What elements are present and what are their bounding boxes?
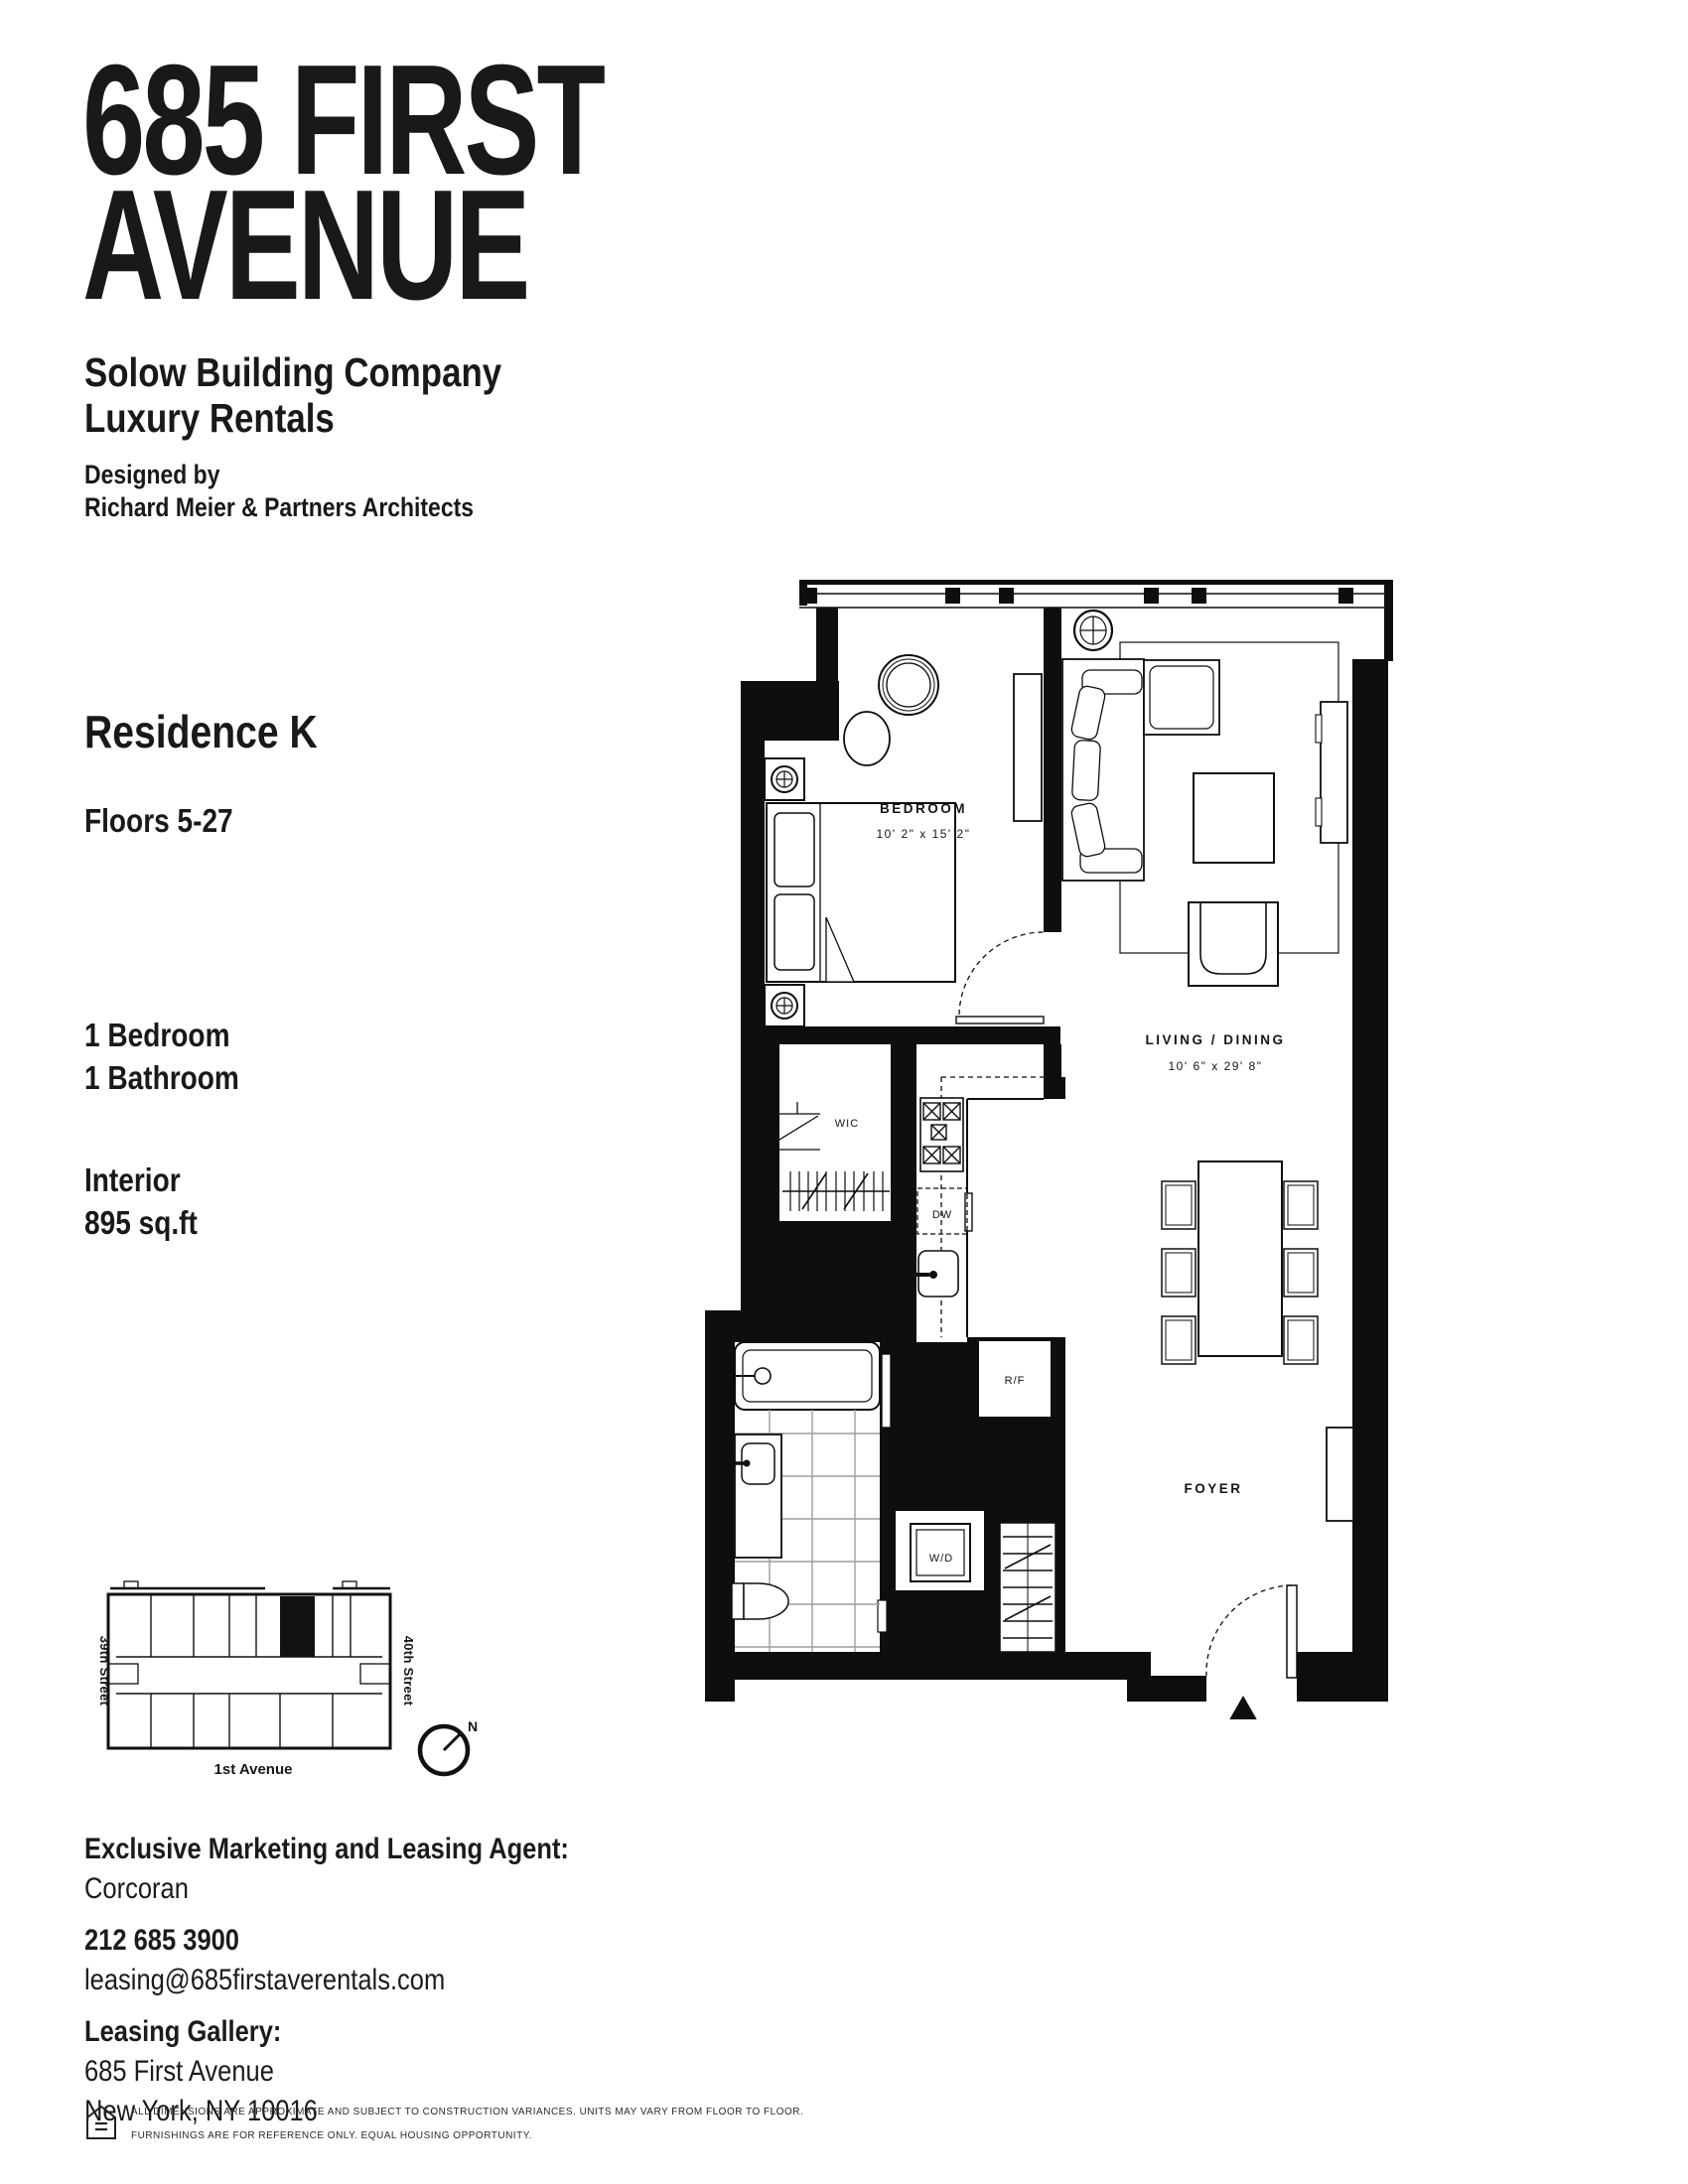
equal-housing-icon [85,2105,117,2140]
dining-table [1198,1161,1282,1356]
bedroom-dresser [1014,674,1042,821]
bedroom-count: 1 Bedroom [84,1017,230,1053]
keyplan-corridor [116,1657,382,1694]
agent-name: Corcoran [84,1871,189,1905]
kitchen-cabinet-panel [965,1193,972,1231]
gallery-address-2: New York, NY 10016 [84,2094,318,2127]
keyplan [94,1569,492,1827]
agent-label: Exclusive Marketing and Leasing Agent: [84,1833,569,1865]
subtitle-line-2: Luxury Rentals [84,395,335,442]
avenue-label: 1st Avenue [213,1761,293,1778]
phone-number: 212 685 3900 [84,1924,239,1958]
wd-label: W/D [928,1553,954,1565]
residence-floors: Floors 5-27 [84,802,233,839]
architect-name: Richard Meier & Partners Architects [84,491,474,522]
email-address: leasing@685firstaverentals.com [84,1963,446,1996]
building-subtitle [84,349,575,442]
designed-by-label: Designed by [84,460,220,489]
compass-n-label: N [468,1718,479,1734]
north-compass-icon [420,1718,478,1774]
title-line-1: 685 FIRST [82,33,604,207]
nightstand-bottom [765,985,804,1026]
nightstand-top [765,758,804,800]
residence-interior [84,1160,217,1245]
gallery-label: Leasing Gallery: [84,2015,282,2049]
living-dining-label: LIVING / DINING [1145,1032,1286,1047]
interior-label: Interior [84,1161,181,1198]
bedroom-lounge-chair [844,655,938,765]
kitchen-counter-edge [967,1099,1044,1337]
stove [920,1098,963,1171]
armchair [1189,902,1278,986]
interior-area: 895 sq.ft [84,1203,198,1241]
ceiling-fixture-icon [1074,611,1112,650]
contact-block [84,1830,654,2130]
keyplan-unit-highlight [280,1596,315,1657]
rf-label: R/F [1004,1375,1026,1387]
bathtub [735,1342,880,1410]
floorplan-drawing [685,568,1430,1719]
disclaimer-line-1: ALL DIMENSIONS ARE APPROXIMATE AND SUBJECT TO CONSTRUCTION VARIANCES. UNITS MAY VARY FROM FLOOR TO FLOOR. [131,2107,804,2117]
disclaimer-line-2: FURNISHINGS ARE FOR REFERENCE ONLY. EQUAL HOUSING OPPORTUNITY. [131,2130,532,2141]
foyer-bench [1327,1428,1353,1521]
bedroom-dims: 10' 2" x 15' 2" [876,827,971,841]
residence-bed-bath [84,1015,266,1100]
media-console [1316,702,1347,843]
street-left-label: 39th Street [97,1635,112,1706]
residence-name: Residence K [84,706,318,757]
subtitle-line-1: Solow Building Company [84,349,502,395]
toilet [732,1583,788,1619]
gallery-address-1: 685 First Avenue [84,2054,274,2088]
title-line-2: AVENUE [82,158,528,333]
living-dining-dims: 10' 6" x 29' 8" [1168,1059,1263,1073]
closet-door-leaf [878,1600,887,1632]
bedroom-door [956,932,1044,1024]
bathroom-door-leaf [882,1354,891,1428]
bathroom-vanity [729,1434,781,1558]
foyer-label: FOYER [1184,1481,1243,1496]
wic-label: WIC [834,1118,860,1130]
coffee-table [1194,773,1274,863]
bathroom-count: 1 Bathroom [84,1058,239,1096]
disclaimer [131,2101,803,2148]
bedroom-label: BEDROOM [880,801,967,816]
building-title [82,33,805,333]
architect-credit [84,459,542,524]
dw-label: DW [931,1209,953,1221]
street-right-label: 40th Street [401,1635,416,1706]
